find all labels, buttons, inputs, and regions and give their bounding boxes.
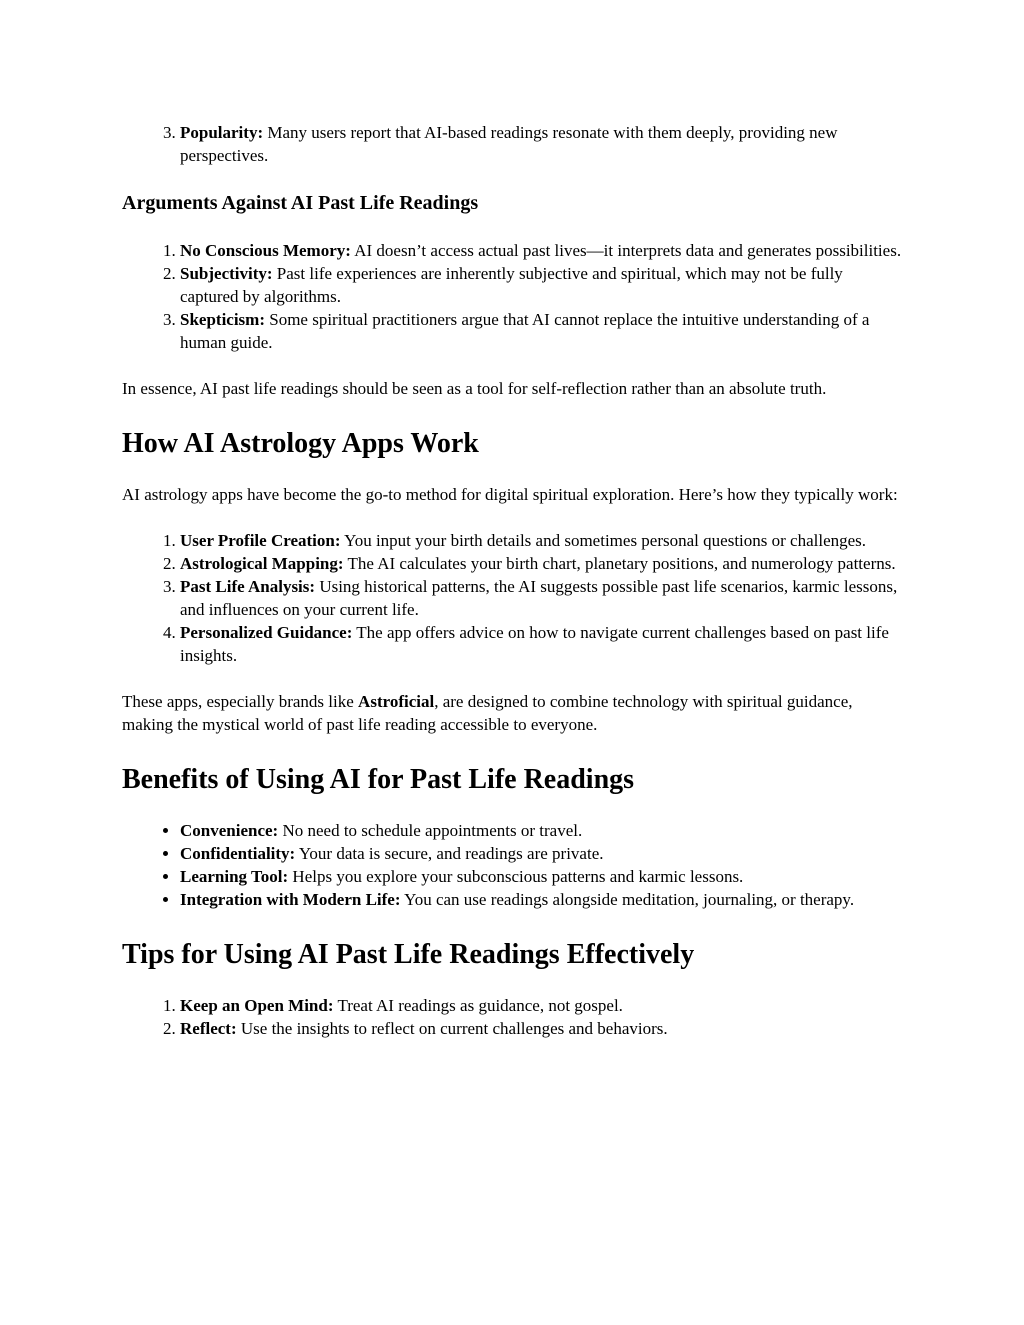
bold-run: Astrological Mapping:	[180, 554, 344, 573]
section-heading: Benefits of Using AI for Past Life Readings	[122, 764, 635, 795]
ordered-list	[122, 994, 902, 1040]
text-run: You can use readings alongside meditation, journaling, or therapy.	[400, 890, 855, 909]
text-run: Past life experiences are inherently subjective and spiritual, which may not be fully captured by algorithms.	[180, 264, 843, 306]
bold-run: Confidentiality:	[180, 844, 296, 863]
bold-run: Popularity:	[180, 123, 264, 142]
text-run: , are designed to combine technology with spiritual guidance, making the mystical world of past life reading accessible to everyone.	[122, 692, 853, 734]
list-item	[180, 552, 902, 575]
list-item	[180, 865, 902, 888]
list-item	[180, 529, 902, 552]
list-item	[180, 888, 902, 911]
list-item	[180, 1017, 902, 1040]
bold-run: User Profile Creation:	[180, 531, 341, 550]
list-item	[180, 308, 902, 354]
bold-run: Astroficial	[358, 692, 435, 711]
text-run: Use the insights to reflect on current challenges and behaviors.	[236, 1019, 668, 1038]
ordered-list	[122, 121, 902, 167]
text-run: The app offers advice on how to navigate current challenges based on past life insights.	[180, 623, 889, 665]
list-item	[180, 262, 902, 308]
bold-run: Skepticism:	[180, 310, 265, 329]
list-item	[180, 621, 902, 667]
paragraph	[122, 690, 902, 736]
text-run: The AI calculates your birth chart, planetary positions, and numerology patterns.	[343, 554, 896, 573]
bold-run: Convenience:	[180, 821, 279, 840]
ordered-list	[122, 239, 902, 354]
document-body	[122, 121, 902, 1040]
list-item	[180, 575, 902, 621]
ordered-list	[122, 529, 902, 667]
paragraph	[122, 483, 902, 506]
text-run: Using historical patterns, the AI suggests possible past life scenarios, karmic lessons, and influences on your current life.	[180, 577, 898, 619]
text-run: In essence, AI past life readings should be seen as a tool for self-reflection rather than an absolute truth.	[122, 379, 827, 398]
list-item	[180, 121, 902, 167]
text-run: Helps you explore your subconscious patterns and karmic lessons.	[288, 867, 744, 886]
bold-run: Keep an Open Mind:	[180, 996, 334, 1015]
subsection-heading: Arguments Against AI Past Life Readings	[122, 192, 479, 214]
text-run: AI doesn’t access actual past lives—it interprets data and generates possibilities.	[350, 241, 902, 260]
bullet-list	[122, 819, 902, 911]
list-item	[180, 994, 902, 1017]
text-run: Your data is secure, and readings are private.	[295, 844, 604, 863]
bold-run: Integration with Modern Life:	[180, 890, 401, 909]
list-item	[180, 842, 902, 865]
list-item	[180, 819, 902, 842]
paragraph	[122, 377, 902, 400]
bold-run: Subjectivity:	[180, 264, 273, 283]
text-run: Many users report that AI-based readings resonate with them deeply, providing new perspectives.	[180, 123, 838, 165]
text-run: No need to schedule appointments or travel.	[278, 821, 583, 840]
text-run: Some spiritual practitioners argue that AI cannot replace the intuitive understanding of a human guide.	[180, 310, 870, 352]
section-heading: Tips for Using AI Past Life Readings Effectively	[122, 939, 695, 970]
text-run: You input your birth details and sometimes personal questions or challenges.	[340, 531, 867, 550]
section-heading: How AI Astrology Apps Work	[122, 428, 479, 459]
text-run: AI astrology apps have become the go-to method for digital spiritual exploration. Here’s how they typically work:	[122, 485, 898, 504]
bold-run: Learning Tool:	[180, 867, 289, 886]
bold-run: Personalized Guidance:	[180, 623, 353, 642]
text-run: Treat AI readings as guidance, not gospel.	[333, 996, 623, 1015]
bold-run: Reflect:	[180, 1019, 237, 1038]
text-run: These apps, especially brands like	[122, 692, 359, 711]
bold-run: Past Life Analysis:	[180, 577, 316, 596]
list-item	[180, 239, 902, 262]
bold-run: No Conscious Memory:	[180, 241, 351, 260]
